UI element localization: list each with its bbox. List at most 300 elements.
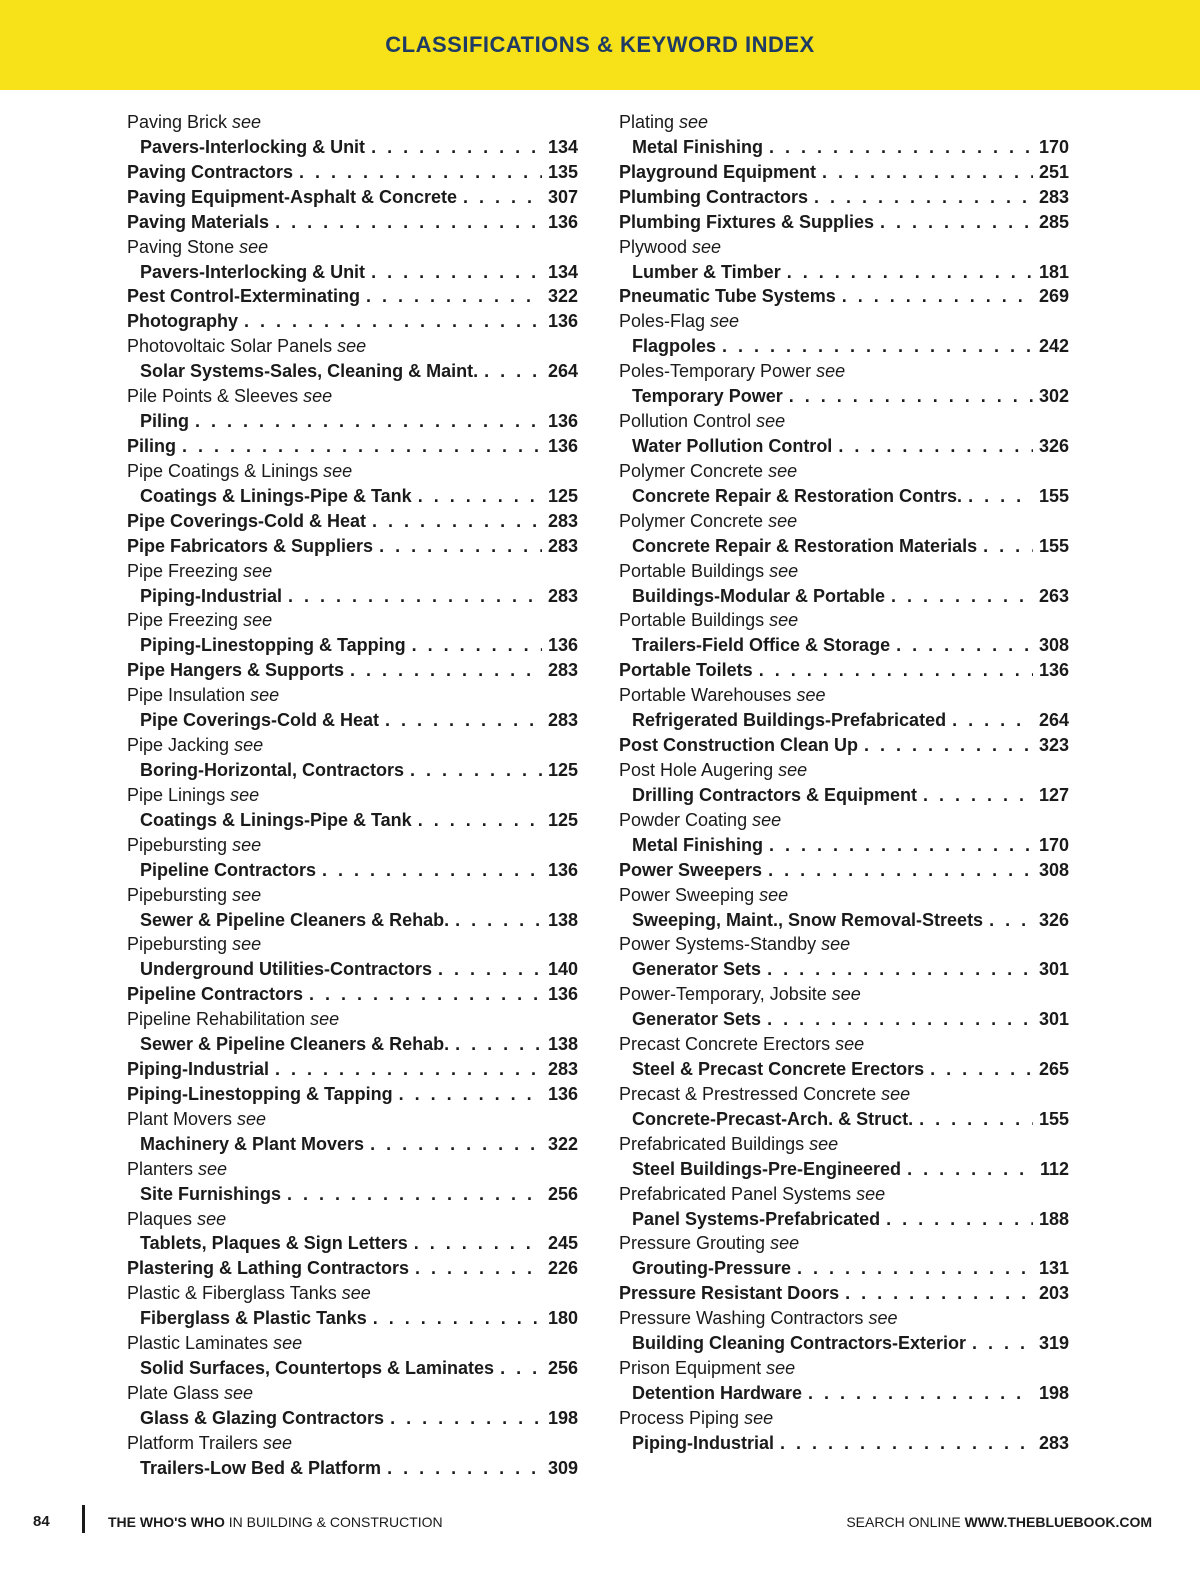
entry-text: Water Pollution Control — [632, 435, 833, 456]
publication-name-rest: IN BUILDING & CONSTRUCTION — [224, 1514, 443, 1530]
leader-dots — [880, 210, 1033, 235]
entry-text: Portable Buildings — [619, 610, 765, 631]
index-subentry — [127, 708, 578, 733]
entry-text: Detention Hardware — [632, 1383, 803, 1404]
entry-text: Coatings & Linings-Pipe & Tank — [140, 485, 412, 506]
entry-text: Pipebursting — [127, 884, 228, 905]
index-entry — [127, 309, 578, 334]
index-entry — [127, 1082, 578, 1107]
entry-text: Pipe Coverings-Cold & Heat — [140, 710, 380, 731]
index-cross-reference — [127, 1431, 578, 1456]
leader-dots — [983, 534, 1033, 559]
index-subentry — [619, 633, 1069, 658]
page-reference: 134 — [547, 261, 578, 282]
see-label: see — [868, 1308, 898, 1329]
page-number: 84 — [33, 1513, 50, 1530]
index-subentry — [619, 434, 1069, 459]
entry-text: Pipebursting — [127, 934, 228, 955]
entry-text: Site Furnishings — [140, 1183, 282, 1204]
search-online — [846, 1514, 1152, 1530]
page-reference: 283 — [1038, 186, 1069, 207]
page-reference: 136 — [547, 411, 578, 432]
page-reference: 265 — [1038, 1059, 1069, 1080]
entry-text: Lumber & Timber — [632, 261, 781, 282]
leader-dots — [907, 1157, 1034, 1182]
entry-text: Power-Temporary, Jobsite — [619, 984, 827, 1005]
leader-dots — [399, 1082, 542, 1107]
index-cross-reference — [619, 883, 1069, 908]
leader-dots — [919, 1107, 1033, 1132]
index-subentry — [127, 1406, 578, 1431]
index-subentry — [127, 1231, 578, 1256]
leader-dots — [769, 833, 1033, 858]
leader-dots — [923, 783, 1033, 808]
leader-dots — [244, 309, 542, 334]
entry-text: Piling — [127, 435, 176, 456]
entry-text: Flagpoles — [632, 336, 717, 357]
see-label: see — [679, 112, 709, 132]
index-subentry — [127, 1306, 578, 1331]
entry-text: Poles-Temporary Power — [619, 361, 812, 382]
index-subentry — [127, 359, 578, 384]
entry-text: Plating — [619, 112, 675, 132]
index-subentry — [619, 135, 1069, 160]
entry-text: Pipe Coverings-Cold & Heat — [127, 510, 367, 531]
see-label: see — [778, 759, 808, 780]
entry-text: Power Sweepers — [619, 859, 763, 880]
page-reference: 134 — [547, 136, 578, 157]
page-reference: 136 — [547, 859, 578, 880]
leader-dots — [309, 982, 542, 1007]
page-reference: 245 — [547, 1233, 578, 1254]
publication-name — [108, 1514, 443, 1530]
search-prefix: SEARCH ONLINE — [846, 1514, 965, 1530]
index-subentry — [127, 758, 578, 783]
index-subentry — [127, 1356, 578, 1381]
index-subentry — [127, 633, 578, 658]
index-cross-reference — [127, 334, 578, 359]
leader-dots — [366, 284, 542, 309]
website-link[interactable]: WWW.THEBLUEBOOK.COM — [964, 1514, 1152, 1530]
see-label: see — [759, 884, 789, 905]
index-subentry — [127, 858, 578, 883]
entry-text: Photovoltaic Solar Panels — [127, 336, 333, 357]
leader-dots — [415, 1256, 542, 1281]
entry-text: Pile Points & Sleeves — [127, 386, 299, 407]
page-reference: 140 — [547, 959, 578, 980]
index-cross-reference — [619, 1032, 1069, 1057]
leader-dots — [371, 260, 542, 285]
index-cross-reference — [127, 1157, 578, 1182]
entry-text: Steel & Precast Concrete Erectors — [632, 1059, 925, 1080]
leader-dots — [418, 808, 542, 833]
index-subentry — [619, 908, 1069, 933]
index-cross-reference — [127, 1007, 578, 1032]
entry-text: Generator Sets — [632, 959, 762, 980]
entry-text: Building Cleaning Contractors-Exterior — [632, 1333, 967, 1354]
see-label: see — [835, 1034, 865, 1055]
leader-dots — [372, 509, 542, 534]
leader-dots — [759, 658, 1033, 683]
index-subentry — [619, 957, 1069, 982]
index-subentry — [127, 957, 578, 982]
index-cross-reference — [619, 1406, 1069, 1431]
entry-text: Post Construction Clean Up — [619, 735, 859, 756]
entry-text: Pipe Linings — [127, 784, 226, 805]
see-label: see — [250, 685, 280, 706]
index-entry — [127, 658, 578, 683]
entry-text: Paving Equipment-Asphalt & Concrete — [127, 186, 458, 207]
see-label: see — [198, 1158, 228, 1179]
entry-text: Pavers-Interlocking & Unit — [140, 136, 366, 157]
index-cross-reference — [619, 409, 1069, 434]
page-reference: 181 — [1038, 261, 1069, 282]
leader-dots — [373, 1306, 542, 1331]
index-entry — [127, 210, 578, 235]
index-subentry — [619, 334, 1069, 359]
index-entry — [127, 509, 578, 534]
index-entry — [127, 1256, 578, 1281]
entry-text: Piping-Linestopping & Tapping — [127, 1083, 393, 1104]
leader-dots — [972, 1331, 1033, 1356]
entry-text: Trailers-Low Bed & Platform — [140, 1457, 382, 1478]
index-cross-reference — [619, 235, 1069, 260]
see-label: see — [816, 361, 846, 382]
index-cross-reference — [619, 309, 1069, 334]
leader-dots — [390, 1406, 542, 1431]
leader-dots — [418, 484, 542, 509]
index-entry — [127, 160, 578, 185]
page-reference: 170 — [1038, 834, 1069, 855]
page-reference: 308 — [1038, 859, 1069, 880]
index-cross-reference — [127, 833, 578, 858]
entry-text: Buildings-Modular & Portable — [632, 585, 886, 606]
page-reference: 226 — [547, 1258, 578, 1279]
page-reference: 136 — [547, 435, 578, 456]
page-title: CLASSIFICATIONS & KEYWORD INDEX — [385, 32, 815, 57]
index-cross-reference — [619, 758, 1069, 783]
index-cross-reference — [619, 1306, 1069, 1331]
entry-text: Solar Systems-Sales, Cleaning & Maint. — [140, 361, 479, 382]
entry-text: Plaques — [127, 1208, 193, 1229]
entry-text: Piping-Industrial — [140, 585, 282, 606]
leader-dots — [182, 434, 542, 459]
entry-text: Metal Finishing — [632, 136, 764, 157]
index-column-left — [127, 110, 578, 1481]
index-subentry — [619, 1207, 1069, 1232]
entry-text: Post Hole Augering — [619, 759, 774, 780]
index-subentry — [619, 1256, 1069, 1281]
entry-text: Portable Toilets — [619, 660, 753, 681]
leader-dots — [195, 409, 542, 434]
entry-text: Platform Trailers — [127, 1432, 259, 1453]
entry-text: Refrigerated Buildings-Prefabricated — [632, 710, 947, 731]
leader-dots — [989, 908, 1033, 933]
entry-text: Pavers-Interlocking & Unit — [140, 261, 366, 282]
entry-text: Pipeline Contractors — [127, 984, 304, 1005]
leader-dots — [410, 758, 542, 783]
footer-divider — [82, 1505, 85, 1533]
index-cross-reference — [619, 1132, 1069, 1157]
leader-dots — [412, 633, 542, 658]
index-entry — [127, 534, 578, 559]
page-reference: 136 — [547, 311, 578, 332]
index-entry — [619, 858, 1069, 883]
leader-dots — [438, 957, 542, 982]
see-label: see — [232, 884, 262, 905]
entry-text: Pressure Washing Contractors — [619, 1308, 864, 1329]
entry-text: Piling — [140, 411, 189, 432]
page-reference: 326 — [1038, 435, 1069, 456]
entry-text: Coatings & Linings-Pipe & Tank — [140, 809, 412, 830]
see-label: see — [752, 809, 782, 830]
index-entry — [127, 284, 578, 309]
index-cross-reference — [127, 235, 578, 260]
index-subentry — [127, 409, 578, 434]
entry-text: Portable Warehouses — [619, 685, 792, 706]
page-reference: 301 — [1038, 959, 1069, 980]
entry-text: Powder Coating — [619, 809, 748, 830]
page-reference: 283 — [547, 710, 578, 731]
entry-text: Paving Materials — [127, 211, 270, 232]
leader-dots — [370, 1132, 542, 1157]
see-label: see — [769, 610, 799, 631]
page-reference: 112 — [1039, 1158, 1069, 1179]
see-label: see — [310, 1009, 340, 1030]
entry-text: Piping-Industrial — [632, 1432, 774, 1453]
page-reference: 319 — [1038, 1333, 1069, 1354]
entry-text: Machinery & Plant Movers — [140, 1133, 365, 1154]
index-subentry — [619, 534, 1069, 559]
entry-text: Drilling Contractors & Equipment — [632, 784, 918, 805]
entry-text: Concrete Repair & Restoration Materials — [632, 535, 978, 556]
see-label: see — [768, 510, 798, 531]
see-label: see — [230, 784, 260, 805]
see-label: see — [796, 685, 826, 706]
page-reference: 322 — [547, 286, 578, 307]
leader-dots — [379, 534, 542, 559]
index-subentry — [619, 1431, 1069, 1456]
index-column-right — [619, 110, 1069, 1456]
entry-text: Poles-Flag — [619, 311, 706, 332]
page-reference: 283 — [547, 510, 578, 531]
index-subentry — [619, 484, 1069, 509]
entry-text: Playground Equipment — [619, 161, 817, 182]
leader-dots — [722, 334, 1033, 359]
entry-text: Underground Utilities-Contractors — [140, 959, 433, 980]
leader-dots — [387, 1456, 542, 1481]
see-label: see — [234, 735, 264, 756]
see-label: see — [263, 1432, 293, 1453]
leader-dots — [838, 434, 1033, 459]
page-reference: 138 — [547, 909, 578, 930]
page-reference: 125 — [547, 485, 578, 506]
leader-dots — [299, 160, 542, 185]
page-reference: 264 — [547, 361, 578, 382]
page-reference: 322 — [547, 1133, 578, 1154]
entry-text: Pipebursting — [127, 834, 228, 855]
leader-dots — [414, 1231, 542, 1256]
page-reference: 309 — [547, 1457, 578, 1478]
leader-dots — [891, 584, 1033, 609]
index-subentry — [619, 833, 1069, 858]
leader-dots — [930, 1057, 1033, 1082]
header-banner — [0, 0, 1200, 90]
entry-text: Plastering & Lathing Contractors — [127, 1258, 410, 1279]
index-cross-reference — [619, 1356, 1069, 1381]
entry-text: Pipe Freezing — [127, 560, 239, 581]
entry-text: Pressure Resistant Doors — [619, 1283, 840, 1304]
entry-text: Plastic & Fiberglass Tanks — [127, 1283, 337, 1304]
index-subentry — [619, 584, 1069, 609]
leader-dots — [767, 1007, 1033, 1032]
index-cross-reference — [619, 110, 1069, 135]
entry-text: Concrete-Precast-Arch. & Struct. — [632, 1108, 914, 1129]
see-label: see — [770, 1233, 800, 1254]
index-cross-reference — [127, 110, 578, 135]
entry-text: Pipe Hangers & Supports — [127, 660, 345, 681]
page-reference: 242 — [1038, 336, 1069, 357]
page-reference: 127 — [1038, 784, 1069, 805]
page-reference: 198 — [547, 1407, 578, 1428]
index-subentry — [619, 1057, 1069, 1082]
index-subentry — [619, 1007, 1069, 1032]
index-cross-reference — [619, 982, 1069, 1007]
leader-dots — [455, 1032, 542, 1057]
see-label: see — [224, 1383, 254, 1404]
entry-text: Paving Brick — [127, 112, 228, 132]
entry-text: Power Systems-Standby — [619, 934, 817, 955]
entry-text: Boring-Horizontal, Contractors — [140, 759, 404, 780]
see-label: see — [323, 460, 353, 481]
leader-dots — [780, 1431, 1033, 1456]
leader-dots — [275, 210, 542, 235]
index-subentry — [127, 1182, 578, 1207]
entry-text: Grouting-Pressure — [632, 1258, 792, 1279]
index-subentry — [127, 808, 578, 833]
index-cross-reference — [127, 384, 578, 409]
entry-text: Fiberglass & Plastic Tanks — [140, 1308, 367, 1329]
entry-text: Prefabricated Buildings — [619, 1133, 805, 1154]
page-reference: 135 — [547, 161, 578, 182]
page-reference: 283 — [1038, 1432, 1069, 1453]
entry-text: Pipe Jacking — [127, 735, 230, 756]
index-subentry — [127, 1132, 578, 1157]
see-label: see — [744, 1407, 774, 1428]
entry-text: Temporary Power — [632, 386, 783, 407]
entry-text: Process Piping — [619, 1407, 740, 1428]
entry-text: Plumbing Fixtures & Supplies — [619, 211, 875, 232]
leader-dots — [455, 908, 542, 933]
entry-text: Glass & Glazing Contractors — [140, 1407, 385, 1428]
page-reference: 283 — [547, 1059, 578, 1080]
page-reference: 326 — [1038, 909, 1069, 930]
entry-text: Pipe Insulation — [127, 685, 246, 706]
index-cross-reference — [619, 1082, 1069, 1107]
see-label: see — [237, 1108, 267, 1129]
index-cross-reference — [619, 808, 1069, 833]
index-subentry — [619, 1381, 1069, 1406]
leader-dots — [769, 135, 1033, 160]
entry-text: Sewer & Pipeline Cleaners & Rehab. — [140, 1034, 450, 1055]
index-cross-reference — [619, 932, 1069, 957]
leader-dots — [968, 484, 1033, 509]
entry-text: Piping-Industrial — [127, 1059, 269, 1080]
see-label: see — [692, 236, 722, 257]
leader-dots — [845, 1281, 1033, 1306]
index-cross-reference — [127, 883, 578, 908]
entry-text: Steel Buildings-Pre-Engineered — [632, 1158, 902, 1179]
page-reference: 138 — [547, 1034, 578, 1055]
entry-text: Polymer Concrete — [619, 510, 764, 531]
page-reference: 302 — [1038, 386, 1069, 407]
index-entry — [619, 658, 1069, 683]
page-reference: 125 — [547, 809, 578, 830]
page-reference: 136 — [1038, 660, 1069, 681]
entry-text: Piping-Linestopping & Tapping — [140, 635, 406, 656]
leader-dots — [952, 708, 1033, 733]
index-subentry — [619, 1107, 1069, 1132]
entry-text: Photography — [127, 311, 238, 332]
leader-dots — [797, 1256, 1033, 1281]
entry-text: Pest Control-Exterminating — [127, 286, 361, 307]
leader-dots — [275, 1057, 542, 1082]
entry-text: Pneumatic Tube Systems — [619, 286, 836, 307]
entry-text: Solid Surfaces, Countertops & Laminates — [140, 1358, 495, 1379]
page-reference: 136 — [547, 211, 578, 232]
page-reference: 264 — [1038, 710, 1069, 731]
index-cross-reference — [619, 1231, 1069, 1256]
leader-dots — [287, 1182, 542, 1207]
page-reference: 301 — [1038, 1009, 1069, 1030]
index-cross-reference — [127, 932, 578, 957]
index-subentry — [127, 908, 578, 933]
index-entry — [619, 1281, 1069, 1306]
index-cross-reference — [619, 608, 1069, 633]
index-cross-reference — [127, 783, 578, 808]
see-label: see — [769, 560, 799, 581]
index-cross-reference — [619, 559, 1069, 584]
index-entry — [127, 1057, 578, 1082]
index-entry — [619, 284, 1069, 309]
entry-text: Pipe Freezing — [127, 610, 239, 631]
page-reference: 136 — [547, 635, 578, 656]
index-entry — [127, 434, 578, 459]
page-reference: 307 — [547, 186, 578, 207]
entry-text: Trailers-Field Office & Storage — [632, 635, 891, 656]
page-reference: 256 — [547, 1183, 578, 1204]
page-reference: 251 — [1038, 161, 1069, 182]
entry-text: Paving Stone — [127, 236, 235, 257]
see-label: see — [821, 934, 851, 955]
see-label: see — [768, 460, 798, 481]
page-reference: 170 — [1038, 136, 1069, 157]
page-reference: 155 — [1038, 485, 1069, 506]
index-cross-reference — [127, 733, 578, 758]
page-reference: 188 — [1038, 1208, 1069, 1229]
leader-dots — [787, 260, 1033, 285]
entry-text: Plywood — [619, 236, 688, 257]
page-reference: 203 — [1038, 1283, 1069, 1304]
see-label: see — [710, 311, 740, 332]
leader-dots — [767, 957, 1033, 982]
page-footer — [0, 1505, 1200, 1537]
index-subentry — [619, 1331, 1069, 1356]
leader-dots — [500, 1356, 542, 1381]
index-cross-reference — [127, 1281, 578, 1306]
entry-text: Pipe Fabricators & Suppliers — [127, 535, 374, 556]
leader-dots — [768, 858, 1033, 883]
